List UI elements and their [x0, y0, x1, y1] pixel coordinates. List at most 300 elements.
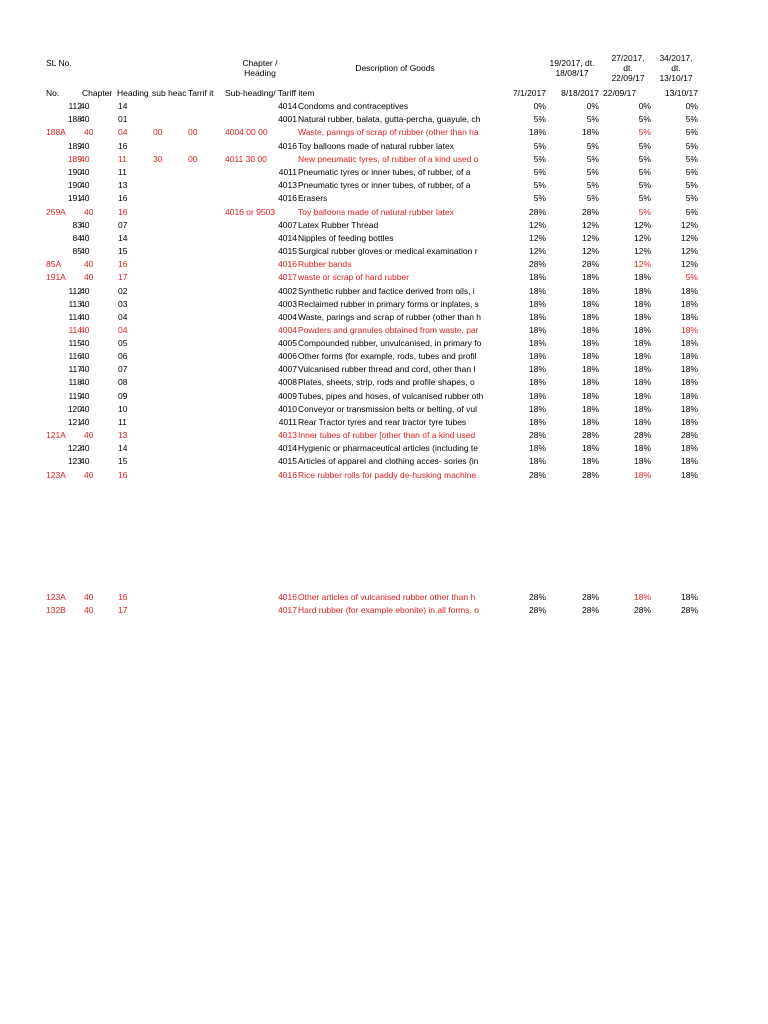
rate-cell: 5%: [685, 193, 698, 203]
rate-cell: 18%: [581, 338, 599, 348]
rate-cell: 5%: [638, 141, 651, 151]
rate-cell: 5%: [533, 180, 546, 190]
sl-no-cell: 83: [72, 220, 82, 230]
notification-27-line3: 22/09/17: [611, 73, 645, 83]
heading-cell: 16: [118, 193, 128, 203]
chapter-cell: 40: [80, 404, 90, 414]
table-row: [0, 455, 768, 468]
rate-cell: 5%: [685, 114, 698, 124]
rate-cell: 12%: [581, 233, 599, 243]
rate-cell: 18%: [633, 391, 651, 401]
heading-cell: 13: [118, 430, 128, 440]
rate-cell: 28%: [581, 470, 599, 480]
rate-cell: 18%: [528, 404, 546, 414]
rate-cell: 18%: [633, 272, 651, 282]
description-cell: Rubber bands: [298, 259, 352, 269]
rate-cell: 12%: [633, 233, 651, 243]
rate-cell: 18%: [633, 312, 651, 322]
sub-heading-cell: 30: [153, 154, 163, 164]
heading-cell: 05: [118, 338, 128, 348]
table-row: [0, 429, 768, 442]
sl-no-cell: 114: [68, 312, 82, 322]
table-row: [0, 285, 768, 298]
rate-cell: 12%: [680, 246, 698, 256]
chapter-cell: 40: [80, 180, 90, 190]
description-cell: Compounded rubber, unvulcanised, in primary fo: [298, 338, 482, 348]
rate-cell: 5%: [638, 193, 651, 203]
description-cell: Condoms and contraceptives: [298, 101, 409, 111]
heading-cell: 04: [118, 312, 128, 322]
description-cell: Waste, parings of scrap of rubber (other than ha: [298, 127, 479, 137]
sl-no-cell: 191: [67, 193, 82, 203]
rate-cell: 18%: [633, 299, 651, 309]
subheading-tariff-cell: 4016: [278, 470, 297, 480]
table-row: [0, 166, 768, 179]
rate-cell: 18%: [581, 127, 599, 137]
rate-cell: 18%: [528, 456, 546, 466]
rate-cell: 5%: [533, 167, 546, 177]
heading-cell: 11: [118, 417, 127, 427]
chapter-cell: 40: [84, 127, 94, 137]
rate-cell: 5%: [533, 141, 546, 151]
rate-cell: 12%: [528, 220, 546, 230]
sl-no-header: SL No.: [46, 58, 72, 68]
description-cell: Synthetic rubber and factice derived from oils, i: [298, 286, 475, 296]
sl-no-cell: 132B: [46, 605, 66, 615]
chapter-cell: 40: [80, 246, 90, 256]
tariff-col-header: Tarrif it: [188, 88, 214, 98]
rate-cell: 5%: [685, 272, 698, 282]
rate-cell: 18%: [680, 443, 698, 453]
subheading-tariff-cell: 4011: [278, 417, 297, 427]
sub-heading-col-header: sub heac: [152, 88, 187, 98]
subheading-tariff-cell: 4014: [278, 443, 297, 453]
description-cell: Nipples of feeding bottles: [298, 233, 394, 243]
table-row: [0, 591, 768, 604]
sl-no-cell: 188: [67, 114, 82, 124]
rate-cell: 5%: [685, 167, 698, 177]
chapter-cell: 40: [80, 417, 90, 427]
subheading-tariff-cell: 4004: [278, 312, 297, 322]
description-cell: Toy balloons made of natural rubber latex: [298, 207, 454, 217]
heading-cell: 10: [118, 404, 128, 414]
description-cell: Pneumatic tyres or inner tubes, of rubber, of a: [298, 167, 471, 177]
rate-cell: 18%: [581, 404, 599, 414]
table-row: [0, 153, 768, 166]
rate-cell: 12%: [633, 220, 651, 230]
sl-no-cell: 119: [68, 391, 82, 401]
subheading-tariff-cell: 4015: [278, 246, 297, 256]
heading-cell: 15: [118, 456, 128, 466]
heading-cell: 07: [118, 364, 128, 374]
rate-cell: 28%: [528, 207, 546, 217]
table-row: [0, 232, 768, 245]
subheading-tariff-cell: 4016: [278, 592, 297, 602]
heading-cell: 14: [118, 233, 128, 243]
rate-cell: 18%: [633, 443, 651, 453]
subheading-tariff-cell: 4017: [278, 605, 297, 615]
table-row: [0, 113, 768, 126]
subheading-tariff-cell: 4001: [278, 114, 297, 124]
rate-cell: 5%: [533, 154, 546, 164]
sl-no-cell: 121A: [46, 430, 66, 440]
heading-cell: 16: [118, 592, 128, 602]
rate-cell: 18%: [581, 272, 599, 282]
description-cell: Powders and granules obtained from waste, par: [298, 325, 479, 335]
rate-cell: 28%: [581, 259, 599, 269]
rate-cell: 18%: [581, 391, 599, 401]
rate-cell: 18%: [581, 377, 599, 387]
heading-cell: 01: [118, 114, 128, 124]
description-cell: Other forms (for example, rods, tubes and profil: [298, 351, 477, 361]
table-row: [0, 363, 768, 376]
chapter-cell: 40: [80, 233, 90, 243]
date-col-2-header: 8/18/2017: [561, 88, 599, 98]
rate-cell: 0%: [638, 101, 651, 111]
sl-no-cell: 123: [67, 456, 82, 466]
rate-cell: 18%: [528, 127, 546, 137]
heading-cell: 02: [118, 286, 128, 296]
chapter-cell: 40: [80, 338, 90, 348]
sl-no-cell: 123A: [46, 592, 66, 602]
subheading-tariff-cell: 4010: [278, 404, 297, 414]
heading-cell: 17: [118, 272, 128, 282]
heading-cell: 07: [118, 220, 128, 230]
rate-cell: 5%: [685, 207, 698, 217]
description-header: Description of Goods: [355, 63, 435, 73]
sl-no-cell: 191A: [46, 272, 66, 282]
subheading-tariff-cell: 4008: [278, 377, 297, 387]
sl-no-cell: 189: [67, 154, 82, 164]
rate-cell: 28%: [680, 605, 698, 615]
chapter-cell: 40: [80, 312, 90, 322]
heading-cell: 08: [118, 377, 128, 387]
sl-no-cell: 259A: [46, 207, 66, 217]
rate-cell: 18%: [528, 391, 546, 401]
chapter-heading-header: [228, 58, 292, 78]
table-row: [0, 604, 768, 617]
rate-cell: 18%: [680, 404, 698, 414]
chapter-cell: 40: [80, 325, 90, 335]
sl-no-cell: 114: [68, 325, 82, 335]
rate-cell: 5%: [638, 180, 651, 190]
rate-cell: 12%: [581, 220, 599, 230]
rate-cell: 18%: [680, 391, 698, 401]
sub-heading-cell: 00: [153, 127, 163, 137]
table-row: [0, 258, 768, 271]
chapter-cell: 40: [80, 114, 90, 124]
heading-cell: 03: [118, 299, 128, 309]
rate-cell: 12%: [680, 220, 698, 230]
subheading-tariff-cell: 4013: [278, 430, 297, 440]
rate-cell: 18%: [528, 338, 546, 348]
table-row: [0, 337, 768, 350]
sl-no-cell: 122: [67, 443, 82, 453]
chapter-cell: 40: [84, 605, 94, 615]
table-row: [0, 271, 768, 284]
table-row: [0, 100, 768, 113]
rate-cell: 28%: [581, 592, 599, 602]
subheading-tariff-cell: 4014: [278, 101, 297, 111]
heading-cell: 15: [118, 246, 128, 256]
sl-no-cell: 121: [67, 417, 82, 427]
rate-cell: 18%: [680, 364, 698, 374]
rate-cell: 28%: [528, 605, 546, 615]
rate-cell: 18%: [581, 351, 599, 361]
rate-cell: 12%: [581, 246, 599, 256]
rate-cell: 5%: [638, 207, 651, 217]
rate-cell: 18%: [581, 299, 599, 309]
subheading-tariff-cell: 4016: [278, 259, 297, 269]
rate-cell: 5%: [586, 141, 599, 151]
rate-cell: 28%: [581, 605, 599, 615]
tariff-cell: 00: [188, 154, 198, 164]
description-cell: Vulcanised rubber thread and cord, other than l: [298, 364, 476, 374]
chapter-cell: 40: [80, 101, 90, 111]
chapter-cell: 40: [80, 443, 90, 453]
notification-34-header: [648, 53, 704, 83]
rate-cell: 18%: [680, 325, 698, 335]
heading-cell: 09: [118, 391, 128, 401]
subheading-tariff-cell: 4004: [278, 325, 297, 335]
rate-cell: 18%: [528, 377, 546, 387]
rate-cell: 18%: [680, 286, 698, 296]
description-cell: Plates, sheets, strip, rods and profile shapes, o: [298, 377, 475, 387]
chapter-cell: 40: [80, 154, 90, 164]
rate-cell: 12%: [680, 233, 698, 243]
rate-cell: 18%: [680, 417, 698, 427]
subheading-tariff-cell: 4016 or 9503: [225, 207, 276, 217]
subheading-tariff-cell: 4007: [278, 364, 297, 374]
subheading-tariff-cell: 4003: [278, 299, 297, 309]
rate-cell: 0%: [533, 101, 546, 111]
description-cell: waste or scrap of hard rubber: [298, 272, 410, 282]
table-row: [0, 298, 768, 311]
rate-cell: 5%: [533, 114, 546, 124]
rate-cell: 5%: [685, 180, 698, 190]
sl-no-cell: 85: [72, 246, 82, 256]
chapter-cell: 40: [80, 299, 90, 309]
rate-cell: 18%: [680, 312, 698, 322]
chapter-cell: 40: [80, 456, 90, 466]
rate-cell: 18%: [633, 417, 651, 427]
rate-cell: 5%: [685, 154, 698, 164]
heading-cell: 16: [118, 470, 128, 480]
notification-27-line2: dt.: [623, 63, 633, 73]
sl-no-cell: 190: [67, 180, 82, 190]
chapter-cell: 40: [84, 430, 94, 440]
notification-19-line1: 19/2017, dt.: [549, 58, 595, 68]
sl-no-cell: 113: [68, 299, 82, 309]
description-cell: Natural rubber, balata, gutta-percha, guayule, ch: [298, 114, 481, 124]
subheading-tariff-cell: 4016: [278, 193, 297, 203]
subheading-tariff-cell: 4013: [278, 180, 297, 190]
table-row: [0, 376, 768, 389]
description-cell: Hard rubber (for example ebonite) in all forms, o: [298, 605, 479, 615]
date-col-3-header: 22/09/17: [603, 88, 637, 98]
rate-cell: 18%: [528, 325, 546, 335]
rate-cell: 5%: [586, 154, 599, 164]
table-row: [0, 126, 768, 139]
notification-34-line3: 13/10/17: [659, 73, 693, 83]
sl-no-cell: 112: [68, 101, 82, 111]
description-cell: Hygienic or pharmaceutical articles (including te: [298, 443, 478, 453]
subheading-tariff-cell: 4011: [278, 167, 297, 177]
description-cell: Surgical rubber gloves or medical examination r: [298, 246, 478, 256]
rate-cell: 28%: [680, 430, 698, 440]
rate-cell: 18%: [633, 377, 651, 387]
heading-cell: 06: [118, 351, 128, 361]
rate-cell: 18%: [528, 351, 546, 361]
subheading-tariff-cell: 4009: [278, 391, 297, 401]
rate-cell: 18%: [528, 364, 546, 374]
heading-cell: 16: [118, 141, 128, 151]
column-header-row: [0, 87, 768, 100]
description-cell: Erasers: [298, 193, 328, 203]
sl-no-cell: 188A: [46, 127, 66, 137]
rate-cell: 12%: [633, 259, 651, 269]
chapter-cell: 40: [84, 259, 94, 269]
rate-cell: 18%: [680, 470, 698, 480]
table-row: [0, 350, 768, 363]
sl-no-cell: 190: [67, 167, 82, 177]
subheading-tariff-cell: 4016: [278, 141, 297, 151]
table-row: [0, 469, 768, 482]
rate-cell: 0%: [685, 101, 698, 111]
rate-cell: 5%: [638, 167, 651, 177]
chapter-cell: 40: [80, 141, 90, 151]
rate-cell: 5%: [638, 154, 651, 164]
sl-no-cell: 120: [67, 404, 82, 414]
chapter-cell: 40: [80, 351, 90, 361]
rate-cell: 5%: [533, 193, 546, 203]
rate-cell: 5%: [638, 127, 651, 137]
chapter-cell: 40: [80, 167, 90, 177]
subheading-tariff-cell: 4015: [278, 456, 297, 466]
chapter-cell: 40: [80, 220, 90, 230]
description-cell: Pneumatic tyres or inner tubes, of rubber, of a: [298, 180, 471, 190]
rate-cell: 18%: [581, 456, 599, 466]
rate-cell: 18%: [633, 286, 651, 296]
rate-cell: 5%: [586, 180, 599, 190]
chapter-cell: 40: [80, 391, 90, 401]
table-row: [0, 416, 768, 429]
description-cell: Inner tubes of rubber [other than of a kind used: [298, 430, 476, 440]
heading-cell: 16: [118, 259, 128, 269]
table-row: [0, 442, 768, 455]
sl-no-cell: 118: [68, 377, 82, 387]
subheading-tariff-cell: 4014: [278, 233, 297, 243]
heading-cell: 04: [118, 127, 128, 137]
subheading-tariff-cell: 4011 30 00: [225, 154, 267, 164]
chapter-col-header: Chapter: [82, 88, 113, 98]
heading-cell: 13: [118, 180, 128, 190]
rate-cell: 12%: [680, 259, 698, 269]
chapter-cell: 40: [84, 592, 94, 602]
sl-no-cell: 84: [72, 233, 82, 243]
rate-cell: 18%: [633, 404, 651, 414]
rate-cell: 12%: [528, 233, 546, 243]
chapter-cell: 40: [84, 470, 94, 480]
heading-cell: 11: [118, 154, 127, 164]
chapter-cell: 40: [80, 286, 90, 296]
heading-cell: 14: [118, 443, 128, 453]
description-cell: Rice rubber rolls for paddy de-husking machine: [298, 470, 477, 480]
notification-27-line1: 27/2017,: [611, 53, 645, 63]
rate-cell: 18%: [680, 456, 698, 466]
rate-cell: 18%: [633, 325, 651, 335]
rate-cell: 18%: [633, 456, 651, 466]
rate-cell: 18%: [633, 470, 651, 480]
chapter-cell: 40: [80, 364, 90, 374]
rate-cell: 12%: [528, 246, 546, 256]
rate-cell: 12%: [633, 246, 651, 256]
chapter-cell: 40: [84, 272, 94, 282]
subheading-tariff-cell: 4007: [278, 220, 297, 230]
rate-cell: 18%: [581, 364, 599, 374]
subheading-tariff-col-header: Sub-heading/ Tariff item: [225, 88, 315, 98]
rate-cell: 28%: [528, 470, 546, 480]
description-cell: New pneumatic tyres, of rubber of a kind used o: [298, 154, 479, 164]
tariff-cell: 00: [188, 127, 198, 137]
rate-cell: 5%: [638, 114, 651, 124]
rate-cell: 5%: [586, 193, 599, 203]
table-row: [0, 311, 768, 324]
rate-cell: 18%: [680, 351, 698, 361]
heading-cell: 14: [118, 101, 128, 111]
rate-cell: 18%: [581, 286, 599, 296]
rate-cell: 18%: [680, 338, 698, 348]
table-row: [0, 390, 768, 403]
rate-cell: 18%: [680, 377, 698, 387]
table-row: [0, 324, 768, 337]
sl-no-cell: 117: [68, 364, 82, 374]
rate-cell: 18%: [633, 351, 651, 361]
description-cell: Tubes, pipes and hoses, of vulcanised rubber oth: [298, 391, 484, 401]
rate-cell: 0%: [586, 101, 599, 111]
rate-cell: 18%: [581, 325, 599, 335]
subheading-tariff-cell: 4006: [278, 351, 297, 361]
rate-cell: 28%: [581, 207, 599, 217]
description-cell: Latex Rubber Thread: [298, 220, 379, 230]
rate-cell: 5%: [586, 167, 599, 177]
description-cell: Conveyor or transmission belts or belting, of vul: [298, 404, 478, 414]
rate-cell: 5%: [586, 114, 599, 124]
table-row: [0, 245, 768, 258]
chapter-heading-line2: Heading: [244, 68, 276, 78]
chapter-cell: 40: [80, 377, 90, 387]
rate-cell: 18%: [528, 443, 546, 453]
sl-no-cell: 189: [67, 141, 82, 151]
rate-cell: 28%: [633, 430, 651, 440]
sl-no-cell: 116: [68, 351, 82, 361]
description-cell: Rear Tractor tyres and rear tractor tyre tubes: [298, 417, 467, 427]
table-row: [0, 140, 768, 153]
rate-cell: 18%: [528, 417, 546, 427]
rate-cell: 5%: [685, 141, 698, 151]
date-col-1-header: 7/1/2017: [512, 88, 546, 98]
rate-cell: 18%: [680, 592, 698, 602]
notification-34-line2: dt.: [671, 63, 681, 73]
sl-no-cell: 123A: [46, 470, 66, 480]
table-row: [0, 403, 768, 416]
description-cell: Articles of apparel and clothing acces- sories (in: [298, 456, 479, 466]
chapter-cell: 40: [84, 207, 94, 217]
date-col-4-header: 13/10/17: [664, 88, 698, 98]
chapter-cell: 40: [80, 193, 90, 203]
rate-cell: 28%: [581, 430, 599, 440]
sl-no-cell: 112: [68, 286, 82, 296]
